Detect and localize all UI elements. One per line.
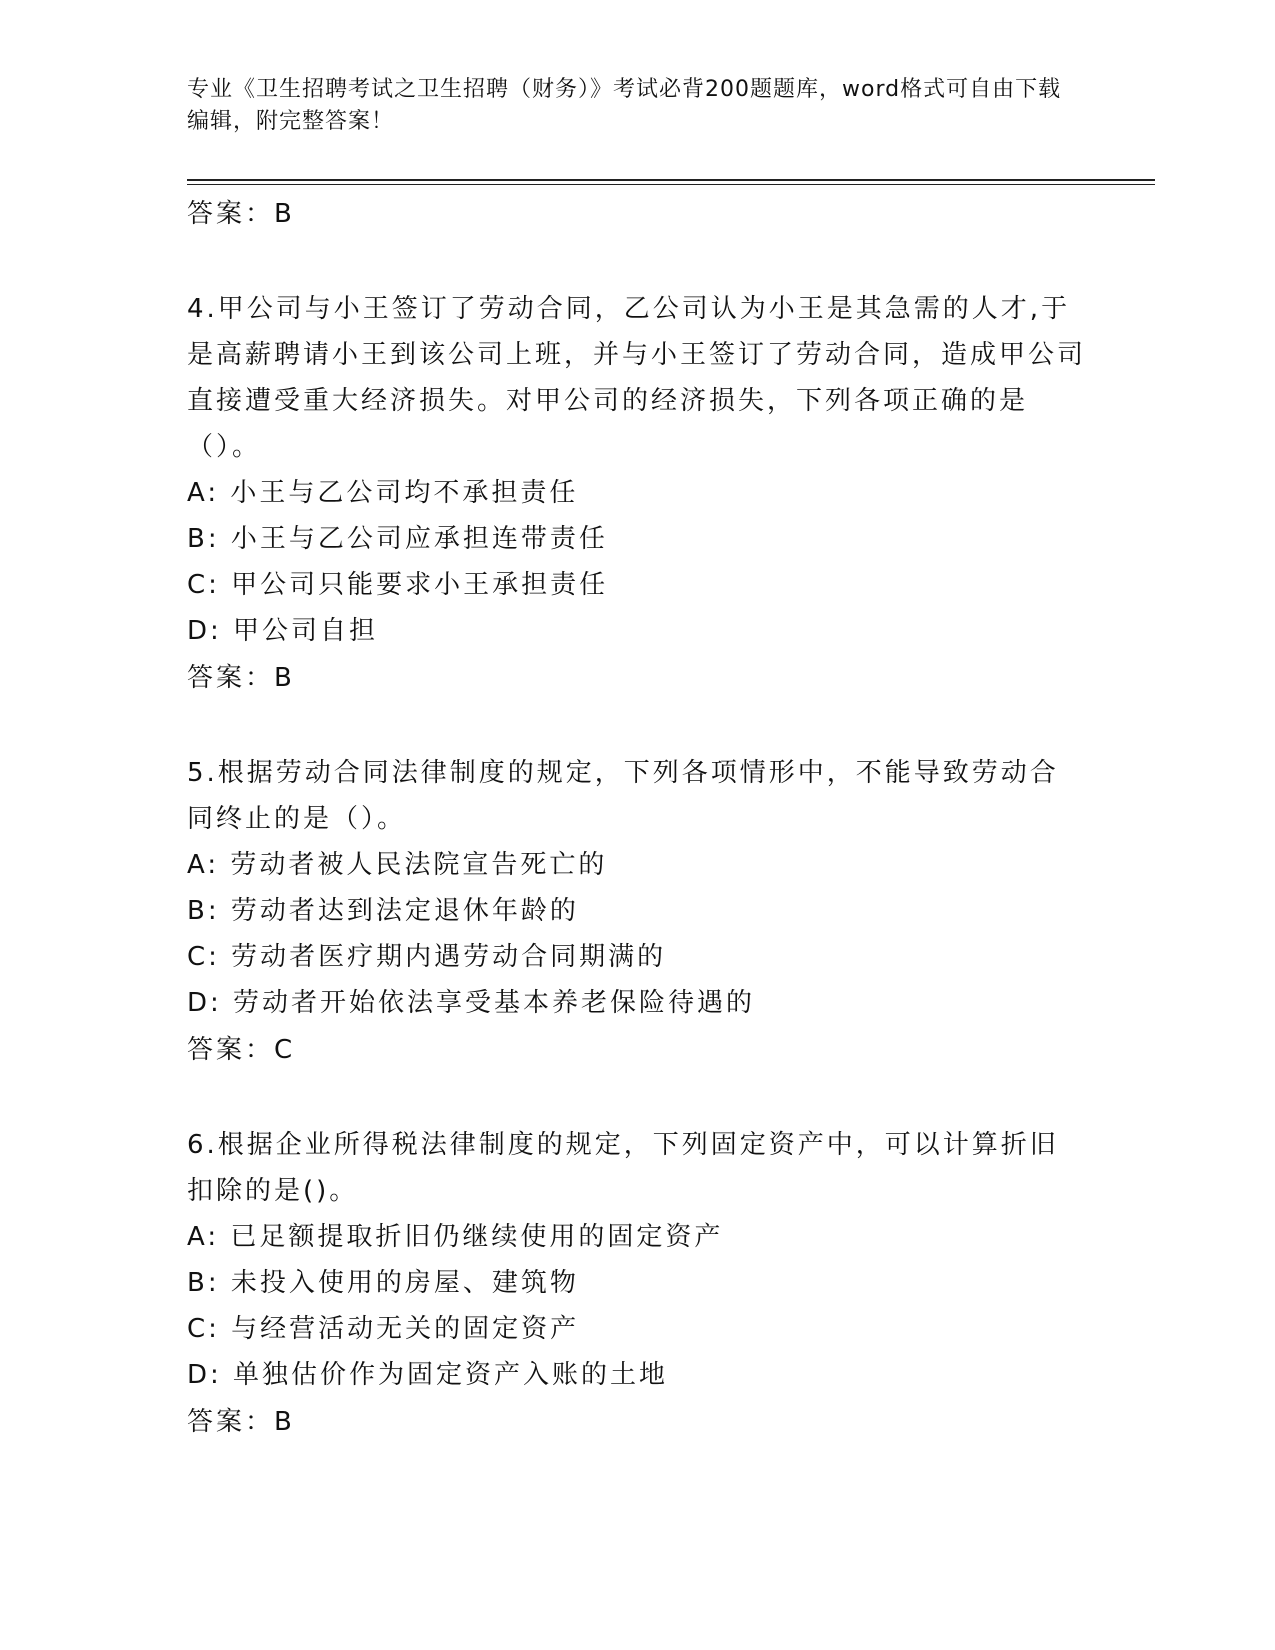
question-block-4 [187,286,1087,702]
document-body [187,190,1087,1446]
page-header: 专业《卫生招聘考试之卫生招聘（财务）》考试必背200题题库，word格式可自由下载编辑，附完整答案！ [187,77,1062,134]
option-d: D: 劳动者开始依法享受基本养老保险待遇的 [187,988,756,1018]
option-a: A: 已足额提取折旧仍继续使用的固定资产 [187,1222,724,1252]
answer-line: 答案：C [187,1035,296,1065]
header-rule-thick [187,179,1155,181]
option-c: C: 与经营活动无关的固定资产 [187,1314,580,1344]
option-d: D: 甲公司自担 [187,616,379,646]
header-rule-thin [187,184,1155,185]
option-c: C: 甲公司只能要求小王承担责任 [187,570,609,600]
question-text: 5.根据劳动合同法律制度的规定，下列各项情形中，不能导致劳动合同终止的是（）。 [187,758,1059,834]
option-a: A: 劳动者被人民法院宣告死亡的 [187,850,608,880]
question-text: 6.根据企业所得税法律制度的规定，下列固定资产中，可以计算折旧扣除的是()。 [187,1130,1059,1206]
option-a: A: 小王与乙公司均不承担责任 [187,478,579,508]
question-text: 4.甲公司与小王签订了劳动合同，乙公司认为小王是其急需的人才,于是高薪聘请小王到该公司上班，并与小王签订了劳动合同，造成甲公司直接遭受重大经济损失。对甲公司的经济损失，下列各项正确的是（）。 [187,294,1087,462]
answer-line: 答案：B [187,199,295,229]
answer-line: 答案：B [187,1407,295,1437]
option-b: B: 劳动者达到法定退休年龄的 [187,896,579,926]
answer-line: 答案：B [187,663,295,693]
option-b: B: 小王与乙公司应承担连带责任 [187,524,608,554]
question-block-6 [187,1122,1087,1446]
question-block-5 [187,750,1087,1074]
option-d: D: 单独估价作为固定资产入账的土地 [187,1360,669,1390]
option-c: C: 劳动者医疗期内遇劳动合同期满的 [187,942,667,972]
option-b: B: 未投入使用的房屋、建筑物 [187,1268,579,1298]
